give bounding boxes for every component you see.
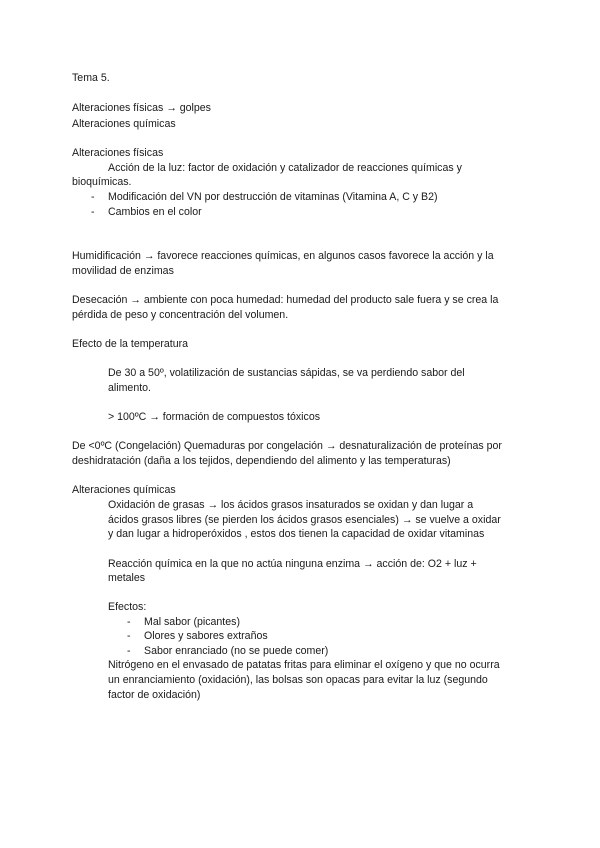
oxidacion-line-3: y dan lugar a hidroperóxidos , estos dos tienen la capacidad de oxidar vitaminas [108, 528, 485, 540]
bullet-marker: - [91, 206, 95, 218]
bullet-marker: - [127, 616, 131, 628]
document-title: Tema 5. [72, 72, 110, 84]
temperatura-p1-line-1: De 30 a 50º, volatilización de sustancias sápidas, se va perdiendo sabor del [108, 367, 465, 379]
temperatura-p2: > 100ºC → formación de compuestos tóxicos [108, 411, 321, 423]
fisicas-bullet-item: Cambios en el color [108, 206, 202, 218]
bullet-marker: - [127, 630, 131, 642]
efectos-bullet-item: Mal sabor (picantes) [144, 616, 240, 628]
quimicas-heading: Alteraciones químicas [72, 484, 176, 496]
efectos-bullet-item: Olores y sabores extraños [144, 630, 268, 642]
nitrogeno-line-3: factor de oxidación) [108, 689, 201, 701]
oxidacion-line-2: ácidos grasos libres (se pierden los ácidos grasos esenciales) → se vuelve a oxidar [108, 514, 501, 526]
temperatura-p3-line-1: De <0ºC (Congelación) Quemaduras por congelación → desnaturalización de proteínas por [72, 440, 502, 452]
fisicas-bullet-item: Modificación del VN por destrucción de vitaminas (Vitamina A, C y B2) [108, 191, 438, 203]
bullet-marker: - [91, 191, 95, 203]
intro-quimicas-line: Alteraciones químicas [72, 118, 176, 130]
humidificacion-line-1: Humidificación → favorece reacciones químicas, en algunos casos favorece la acción y la [72, 250, 494, 262]
fisicas-heading: Alteraciones físicas [72, 147, 164, 159]
luz-paragraph-line-2: bioquímicas. [72, 176, 132, 188]
luz-paragraph-line-1: Acción de la luz: factor de oxidación y catalizador de reacciones químicas y [108, 162, 462, 174]
efectos-bullet-item: Sabor enranciado (no se puede comer) [144, 645, 329, 657]
bullet-marker: - [127, 645, 131, 657]
reaccion-line-2: metales [108, 572, 146, 584]
temperatura-p3-line-2: deshidratación (daña a los tejidos, dependiendo del alimento y las temperaturas) [72, 455, 451, 467]
desecacion-line-1: Desecación → ambiente con poca humedad: humedad del producto sale fuera y se crea la [72, 294, 499, 306]
efectos-heading: Efectos: [108, 601, 147, 613]
nitrogeno-line-1: Nitrógeno en el envasado de patatas fritas para eliminar el oxígeno y que no ocurra [108, 659, 500, 671]
intro-fisicas-line: Alteraciones físicas → golpes [72, 102, 211, 114]
nitrogeno-line-2: un enranciamiento (oxidación), las bolsas son opacas para evitar la luz (segundo [108, 674, 488, 686]
oxidacion-line-1: Oxidación de grasas → los ácidos grasos insaturados se oxidan y dan lugar a [108, 499, 474, 511]
temperatura-heading: Efecto de la temperatura [72, 338, 189, 350]
temperatura-p1-line-2: alimento. [108, 382, 151, 394]
humidificacion-line-2: movilidad de enzimas [72, 265, 174, 277]
desecacion-line-2: pérdida de peso y concentración del volumen. [72, 309, 289, 321]
reaccion-line-1: Reacción química en la que no actúa ninguna enzima → acción de: O2 + luz + [108, 558, 477, 570]
